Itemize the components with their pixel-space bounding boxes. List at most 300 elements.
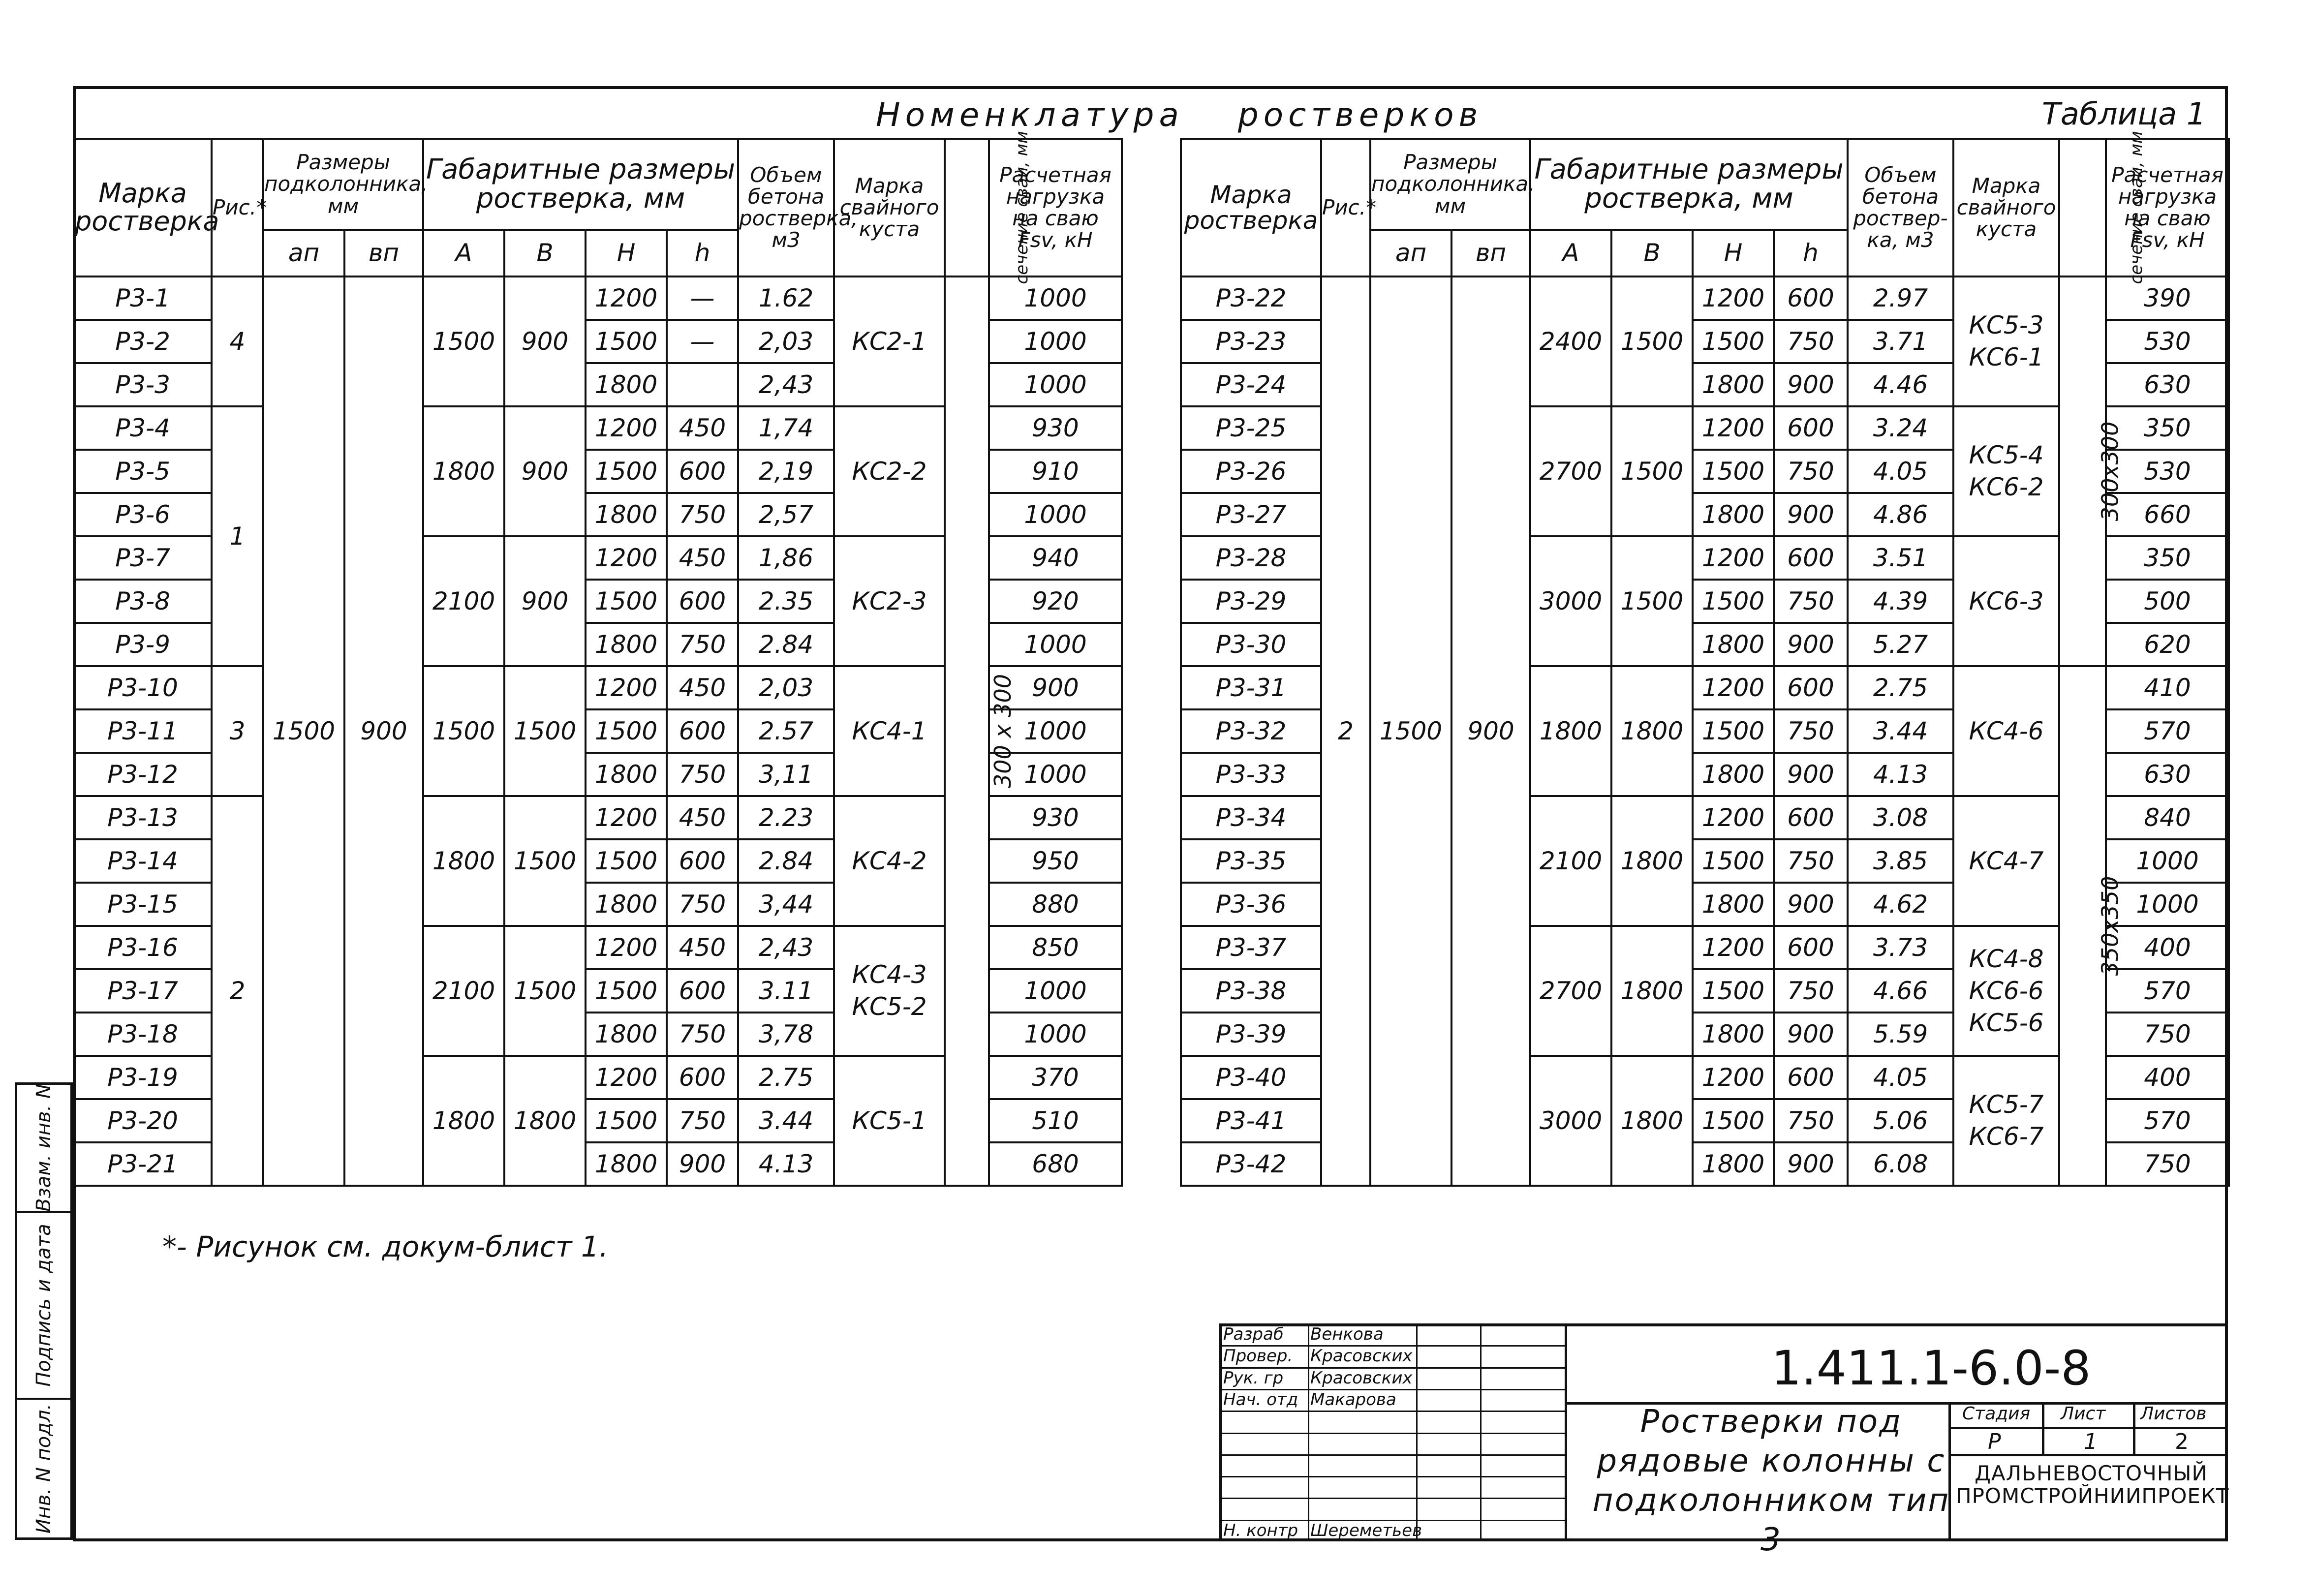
cell-load: 510 bbox=[989, 1099, 1122, 1142]
cell-h: 600 bbox=[1774, 796, 1848, 839]
cell-H: 1200 bbox=[1693, 536, 1774, 580]
header-load: Расчетная нагрузка на сваю Fsv, кН bbox=[989, 139, 1122, 276]
cell-B: 1800 bbox=[1611, 1056, 1693, 1186]
cell-h: 750 bbox=[1774, 969, 1848, 1013]
cell-load: 1000 bbox=[989, 276, 1122, 320]
stamp-role: Разраб bbox=[1223, 1324, 1284, 1344]
header-pile: Марка свайного куста bbox=[1953, 139, 2059, 276]
cell-H: 1500 bbox=[1693, 580, 1774, 623]
cell-A: 1500 bbox=[423, 666, 504, 796]
cell-load: 1000 bbox=[989, 493, 1122, 536]
footnote: *- Рисунок см. докум-блист 1. bbox=[162, 1230, 609, 1263]
cell-mark: Р3-42 bbox=[1181, 1142, 1321, 1186]
cell-mark: Р3-24 bbox=[1181, 363, 1321, 406]
cell-mark: Р3-12 bbox=[74, 753, 212, 796]
cell-load: 910 bbox=[989, 450, 1122, 493]
document-name-line: Ростверки под bbox=[1640, 1404, 1903, 1440]
cell-section bbox=[945, 276, 1017, 1186]
organization bbox=[1956, 1461, 2229, 1508]
cell-h: 600 bbox=[667, 969, 738, 1013]
side-stamp bbox=[15, 1082, 73, 1540]
cell-mark: Р3-23 bbox=[1181, 320, 1321, 363]
sheets-value: 2 bbox=[2175, 1429, 2189, 1454]
cell-volume: 1.62 bbox=[738, 276, 834, 320]
cell-mark: Р3-6 bbox=[74, 493, 212, 536]
cell-mark: Р3-32 bbox=[1181, 709, 1321, 753]
cell-h: 750 bbox=[667, 883, 738, 926]
cell-h: 450 bbox=[667, 666, 738, 709]
header-fig: Рис.* bbox=[212, 139, 263, 276]
cell-volume: 4.05 bbox=[1848, 1056, 1953, 1099]
stamp-role: Провер. bbox=[1223, 1346, 1293, 1366]
cell-load: 850 bbox=[989, 926, 1122, 969]
cell-H: 1200 bbox=[586, 1056, 667, 1099]
cell-mark: Р3-9 bbox=[74, 623, 212, 666]
cell-H: 1500 bbox=[586, 969, 667, 1013]
nomenclature-table-right bbox=[1180, 131, 2230, 1187]
header-section-text: сечение сваи, мм bbox=[1012, 131, 1032, 284]
cell-section-text: 350x350 bbox=[2097, 876, 2124, 976]
cell-volume: 3.51 bbox=[1848, 536, 1953, 580]
header-A: A bbox=[423, 230, 504, 276]
cell-fig: 2 bbox=[1321, 276, 1370, 1186]
cell-volume: 4.05 bbox=[1848, 450, 1953, 493]
cell-load: 1000 bbox=[989, 623, 1122, 666]
cell-H: 1800 bbox=[586, 1142, 667, 1186]
cell-h: 900 bbox=[1774, 623, 1848, 666]
cell-load: 750 bbox=[2106, 1142, 2229, 1186]
roles-grid-line bbox=[1480, 1323, 1482, 1541]
cell-mark: Р3-41 bbox=[1181, 1099, 1321, 1142]
cell-B: 1500 bbox=[1611, 406, 1693, 536]
cell-A: 2700 bbox=[1530, 406, 1611, 536]
cell-section-text: 300 x 300 bbox=[989, 674, 1017, 789]
cell-volume: 3,11 bbox=[738, 753, 834, 796]
cell-volume: 3.85 bbox=[1848, 839, 1953, 883]
cell-H: 1800 bbox=[586, 1013, 667, 1056]
document-name-line: подколонником тип 3 bbox=[1592, 1482, 1950, 1558]
side-stamp-text: Подпись и дата bbox=[32, 1224, 55, 1387]
cell-h: 750 bbox=[667, 493, 738, 536]
cell-h: 750 bbox=[667, 623, 738, 666]
cell-an: 1500 bbox=[1370, 276, 1451, 1186]
cell-volume: 4.13 bbox=[1848, 753, 1953, 796]
cell-mark: Р3-1 bbox=[74, 276, 212, 320]
nomenclature-table-left bbox=[73, 131, 1123, 1187]
cell-volume: 2.84 bbox=[738, 839, 834, 883]
cell-mark: Р3-26 bbox=[1181, 450, 1321, 493]
cell-load: 880 bbox=[989, 883, 1122, 926]
header-fig: Рис.* bbox=[1321, 139, 1370, 276]
cell-B: 1500 bbox=[504, 926, 586, 1056]
cell-mark: Р3-4 bbox=[74, 406, 212, 450]
cell-H: 1500 bbox=[586, 450, 667, 493]
cell-load: 570 bbox=[2106, 709, 2229, 753]
roles-grid-line bbox=[1308, 1323, 1309, 1541]
header-sub-size: Размеры подколонника, мм bbox=[1370, 139, 1530, 230]
cell-B: 900 bbox=[504, 406, 586, 536]
cell-h: 750 bbox=[1774, 450, 1848, 493]
cell-h: 600 bbox=[667, 839, 738, 883]
cell-A: 2700 bbox=[1530, 926, 1611, 1056]
cell-h: 750 bbox=[1774, 709, 1848, 753]
cell-volume: 2.75 bbox=[738, 1056, 834, 1099]
cell-volume: 2.23 bbox=[738, 796, 834, 839]
cell-load: 1000 bbox=[2106, 883, 2229, 926]
header-overall: Габаритные размеры ростверка, мм bbox=[1530, 139, 1848, 230]
cell-B: 900 bbox=[504, 536, 586, 666]
cell-A: 1800 bbox=[423, 406, 504, 536]
cell-volume: 2,03 bbox=[738, 666, 834, 709]
cell-A: 1800 bbox=[423, 796, 504, 926]
table-row bbox=[74, 276, 1122, 320]
cell-volume: 2,03 bbox=[738, 320, 834, 363]
cell-load: 900 bbox=[989, 666, 1122, 709]
roles-grid bbox=[1219, 1323, 1565, 1541]
cell-h: 600 bbox=[1774, 406, 1848, 450]
roles-grid-line bbox=[1219, 1433, 1565, 1434]
cell-H: 1800 bbox=[1693, 623, 1774, 666]
cell-A: 1800 bbox=[1530, 666, 1611, 796]
cell-load: 570 bbox=[2106, 1099, 2229, 1142]
cell-volume: 2,43 bbox=[738, 363, 834, 406]
cell-H: 1200 bbox=[1693, 666, 1774, 709]
header-h: h bbox=[667, 230, 738, 276]
cell-mark: Р3-21 bbox=[74, 1142, 212, 1186]
cell-H: 1500 bbox=[586, 1099, 667, 1142]
cell-volume: 3.44 bbox=[1848, 709, 1953, 753]
cell-mark: Р3-33 bbox=[1181, 753, 1321, 796]
cell-B: 1500 bbox=[504, 796, 586, 926]
stamp-name: Красовских bbox=[1310, 1346, 1413, 1366]
cell-volume: 1,86 bbox=[738, 536, 834, 580]
cell-h: 600 bbox=[667, 450, 738, 493]
cell-load: 390 bbox=[2106, 276, 2229, 320]
cell-volume: 4.86 bbox=[1848, 493, 1953, 536]
cell-pile: КС2-3 bbox=[834, 536, 945, 666]
cell-volume: 4.39 bbox=[1848, 580, 1953, 623]
cell-mark: Р3-25 bbox=[1181, 406, 1321, 450]
cell-B: 1500 bbox=[504, 666, 586, 796]
cell-mark: Р3-18 bbox=[74, 1013, 212, 1056]
cell-B: 1500 bbox=[1611, 536, 1693, 666]
cell-h: 750 bbox=[667, 1013, 738, 1056]
table-number: Таблица 1 bbox=[2042, 96, 2206, 132]
cell-volume: 4.66 bbox=[1848, 969, 1953, 1013]
cell-H: 1200 bbox=[586, 536, 667, 580]
cell-mark: Р3-36 bbox=[1181, 883, 1321, 926]
cell-mark: Р3-15 bbox=[74, 883, 212, 926]
cell-mark: Р3-37 bbox=[1181, 926, 1321, 969]
cell-mark: Р3-35 bbox=[1181, 839, 1321, 883]
cell-load: 400 bbox=[2106, 1056, 2229, 1099]
cell-B: 1800 bbox=[504, 1056, 586, 1186]
cell-mark: Р3-28 bbox=[1181, 536, 1321, 580]
side-stamp-cell bbox=[17, 1085, 70, 1213]
cell-load: 660 bbox=[2106, 493, 2229, 536]
cell-H: 1800 bbox=[586, 623, 667, 666]
cell-B: 1800 bbox=[1611, 926, 1693, 1056]
cell-volume: 3,78 bbox=[738, 1013, 834, 1056]
cell-fig: 4 bbox=[212, 276, 263, 406]
cell-volume: 3.11 bbox=[738, 969, 834, 1013]
header-an: aп bbox=[1370, 230, 1451, 276]
cell-pile: КС5-4 КС6-2 bbox=[1953, 406, 2059, 536]
side-stamp-cell bbox=[17, 1400, 70, 1537]
stamp-name: Макарова bbox=[1310, 1390, 1396, 1410]
cell-section-text: 300x300 bbox=[2097, 421, 2124, 522]
cell-h: 600 bbox=[1774, 1056, 1848, 1099]
cell-pile: КС2-2 bbox=[834, 406, 945, 536]
cell-fig: 2 bbox=[212, 796, 263, 1186]
cell-pile: КС5-3 КС6-1 bbox=[1953, 276, 2059, 406]
cell-load: 920 bbox=[989, 580, 1122, 623]
cell-load: 630 bbox=[2106, 753, 2229, 796]
stamp-name: Красовских bbox=[1310, 1368, 1413, 1388]
document-name bbox=[1589, 1402, 1953, 1560]
title-block-divider bbox=[1565, 1323, 1567, 1541]
stamp-name: Венкова bbox=[1310, 1324, 1384, 1344]
cell-H: 1500 bbox=[1693, 320, 1774, 363]
cell-load: 370 bbox=[989, 1056, 1122, 1099]
cell-volume: 2,57 bbox=[738, 493, 834, 536]
cell-H: 1200 bbox=[1693, 406, 1774, 450]
cell-volume: 3.73 bbox=[1848, 926, 1953, 969]
cell-H: 1800 bbox=[1693, 753, 1774, 796]
cell-load: 530 bbox=[2106, 320, 2229, 363]
cell-volume: 4.13 bbox=[738, 1142, 834, 1186]
cell-volume: 3,44 bbox=[738, 883, 834, 926]
cell-B: 1800 bbox=[1611, 666, 1693, 796]
cell-A: 2100 bbox=[1530, 796, 1611, 926]
cell-pile: КС2-1 bbox=[834, 276, 945, 406]
stamp-role: Рук. гр bbox=[1223, 1368, 1284, 1388]
cell-load: 930 bbox=[989, 796, 1122, 839]
cell-mark: Р3-8 bbox=[74, 580, 212, 623]
cell-load: 840 bbox=[2106, 796, 2229, 839]
cell-H: 1200 bbox=[1693, 276, 1774, 320]
cell-load: 530 bbox=[2106, 450, 2229, 493]
cell-mark: Р3-39 bbox=[1181, 1013, 1321, 1056]
cell-volume: 3.71 bbox=[1848, 320, 1953, 363]
cell-h: 600 bbox=[667, 580, 738, 623]
sheet-value: 1 bbox=[2084, 1429, 2098, 1454]
cell-H: 1800 bbox=[1693, 1013, 1774, 1056]
header-section-text: сечение сваи, мм bbox=[2126, 131, 2146, 284]
header-overall: Габаритные размеры ростверка, мм bbox=[423, 139, 738, 230]
cell-volume: 3.24 bbox=[1848, 406, 1953, 450]
cell-A: 3000 bbox=[1530, 1056, 1611, 1186]
cell-h: 900 bbox=[1774, 1142, 1848, 1186]
document-name-line: рядовые колонны с bbox=[1597, 1443, 1946, 1479]
side-stamp-text: Инв. N подл. bbox=[32, 1403, 55, 1534]
cell-h: 900 bbox=[1774, 363, 1848, 406]
cell-volume: 3.08 bbox=[1848, 796, 1953, 839]
header-load: Расчетная нагрузка на сваю Fsv, кН bbox=[2106, 139, 2229, 276]
cell-H: 1200 bbox=[586, 406, 667, 450]
sheets-label: Листов bbox=[2140, 1404, 2207, 1424]
cell-bn: 900 bbox=[1451, 276, 1530, 1186]
cell-H: 1500 bbox=[1693, 450, 1774, 493]
cell-mark: Р3-30 bbox=[1181, 623, 1321, 666]
header-H: H bbox=[586, 230, 667, 276]
cell-h: 750 bbox=[667, 753, 738, 796]
header-h: h bbox=[1774, 230, 1848, 276]
cell-load: 1000 bbox=[989, 709, 1122, 753]
cell-load: 630 bbox=[2106, 363, 2229, 406]
cell-h: 600 bbox=[667, 1056, 738, 1099]
cell-h: 750 bbox=[1774, 1099, 1848, 1142]
cell-H: 1800 bbox=[1693, 1142, 1774, 1186]
cell-mark: Р3-38 bbox=[1181, 969, 1321, 1013]
cell-load: 750 bbox=[2106, 1013, 2229, 1056]
table-title bbox=[876, 96, 1482, 134]
cell-h: 450 bbox=[667, 796, 738, 839]
cell-load: 940 bbox=[989, 536, 1122, 580]
cell-load: 620 bbox=[2106, 623, 2229, 666]
cell-bn: 900 bbox=[344, 276, 423, 1186]
cell-load: 400 bbox=[2106, 926, 2229, 969]
cell-load: 950 bbox=[989, 839, 1122, 883]
cell-volume: 4.62 bbox=[1848, 883, 1953, 926]
cell-mark: Р3-31 bbox=[1181, 666, 1321, 709]
cell-mark: Р3-27 bbox=[1181, 493, 1321, 536]
cell-B: 900 bbox=[504, 276, 586, 406]
cell-A: 3000 bbox=[1530, 536, 1611, 666]
header-pile: Марка свайного куста bbox=[834, 139, 945, 276]
cell-H: 1500 bbox=[1693, 839, 1774, 883]
cell-pile: КС4-6 bbox=[1953, 666, 2059, 796]
cell-A: 2400 bbox=[1530, 276, 1611, 406]
cell-pile: КС5-7 КС6-7 bbox=[1953, 1056, 2059, 1186]
cell-mark: Р3-2 bbox=[74, 320, 212, 363]
title-word: Номенклатура bbox=[876, 96, 1184, 134]
cell-A: 2100 bbox=[423, 926, 504, 1056]
roles-grid-line bbox=[1219, 1476, 1565, 1477]
cell-pile: КС4-1 bbox=[834, 666, 945, 796]
stage-value: Р bbox=[1988, 1429, 2001, 1454]
cell-volume: 2,43 bbox=[738, 926, 834, 969]
cell-h: 600 bbox=[1774, 536, 1848, 580]
cell-H: 1200 bbox=[1693, 1056, 1774, 1099]
table-row bbox=[1181, 276, 2229, 320]
header-an: aп bbox=[263, 230, 344, 276]
cell-H: 1200 bbox=[1693, 796, 1774, 839]
cell-mark: Р3-16 bbox=[74, 926, 212, 969]
cell-h: 900 bbox=[1774, 753, 1848, 796]
cell-volume: 6.08 bbox=[1848, 1142, 1953, 1186]
cell-h: 750 bbox=[1774, 320, 1848, 363]
cell-H: 1500 bbox=[586, 839, 667, 883]
cell-load: 930 bbox=[989, 406, 1122, 450]
header-B: B bbox=[1611, 230, 1693, 276]
sheet-label: Лист bbox=[2061, 1404, 2106, 1424]
cell-volume: 2.97 bbox=[1848, 276, 1953, 320]
cell-h: 600 bbox=[1774, 276, 1848, 320]
cell-h: 900 bbox=[1774, 493, 1848, 536]
cell-volume: 2,19 bbox=[738, 450, 834, 493]
cell-mark: Р3-14 bbox=[74, 839, 212, 883]
cell-H: 1500 bbox=[1693, 969, 1774, 1013]
cell-mark: Р3-3 bbox=[74, 363, 212, 406]
cell-volume: 2.75 bbox=[1848, 666, 1953, 709]
stamp-name: Шереметьев bbox=[1310, 1521, 1422, 1540]
cell-load: 680 bbox=[989, 1142, 1122, 1186]
cell-H: 1200 bbox=[586, 926, 667, 969]
cell-h bbox=[667, 363, 738, 406]
cell-mark: Р3-22 bbox=[1181, 276, 1321, 320]
cell-h: 600 bbox=[1774, 926, 1848, 969]
cell-H: 1800 bbox=[1693, 493, 1774, 536]
cell-h: 900 bbox=[667, 1142, 738, 1186]
cell-volume: 5.59 bbox=[1848, 1013, 1953, 1056]
cell-load: 1000 bbox=[2106, 839, 2229, 883]
cell-volume: 2.57 bbox=[738, 709, 834, 753]
cell-volume: 3.44 bbox=[738, 1099, 834, 1142]
cell-mark: Р3-11 bbox=[74, 709, 212, 753]
cell-load: 410 bbox=[2106, 666, 2229, 709]
cell-H: 1500 bbox=[1693, 1099, 1774, 1142]
cell-H: 1200 bbox=[586, 666, 667, 709]
header-bn: вп bbox=[1451, 230, 1530, 276]
cell-pile: КС6-3 bbox=[1953, 536, 2059, 666]
cell-h: 450 bbox=[667, 406, 738, 450]
cell-load: 1000 bbox=[989, 363, 1122, 406]
cell-H: 1500 bbox=[1693, 709, 1774, 753]
cell-load: 570 bbox=[2106, 969, 2229, 1013]
cell-pile: КС4-7 bbox=[1953, 796, 2059, 926]
cell-mark: Р3-7 bbox=[74, 536, 212, 580]
cell-load: 350 bbox=[2106, 406, 2229, 450]
header-section bbox=[2059, 131, 2146, 284]
cell-volume: 2.35 bbox=[738, 580, 834, 623]
cell-H: 1800 bbox=[586, 363, 667, 406]
roles-grid-line bbox=[1416, 1323, 1418, 1541]
cell-A: 1800 bbox=[423, 1056, 504, 1186]
cell-pile: КС5-1 bbox=[834, 1056, 945, 1186]
cell-mark: Р3-5 bbox=[74, 450, 212, 493]
cell-load: 1000 bbox=[989, 320, 1122, 363]
header-B: B bbox=[504, 230, 586, 276]
stage-label: Стадия bbox=[1962, 1404, 2031, 1424]
header-mark: Марка ростверка bbox=[74, 139, 212, 276]
cell-h: 600 bbox=[1774, 666, 1848, 709]
stamp-role: Нач. отд bbox=[1223, 1390, 1298, 1410]
table-body-right bbox=[1181, 276, 2229, 1186]
cell-h: — bbox=[667, 276, 738, 320]
cell-h: 750 bbox=[1774, 839, 1848, 883]
cell-mark: Р3-20 bbox=[74, 1099, 212, 1142]
header-volume: Объем бетона роствер-ка, м3 bbox=[1848, 139, 1953, 276]
header-bn: вп bbox=[344, 230, 423, 276]
cell-H: 1500 bbox=[586, 709, 667, 753]
cell-mark: Р3-10 bbox=[74, 666, 212, 709]
cell-H: 1200 bbox=[1693, 926, 1774, 969]
cell-load: 1000 bbox=[989, 1013, 1122, 1056]
table-body-left bbox=[74, 276, 1122, 1186]
cell-volume: 1,74 bbox=[738, 406, 834, 450]
cell-A: 2100 bbox=[423, 536, 504, 666]
cell-pile: КС4-2 bbox=[834, 796, 945, 926]
cell-fig: 3 bbox=[212, 666, 263, 796]
cell-h: 900 bbox=[1774, 883, 1848, 926]
cell-H: 1500 bbox=[586, 580, 667, 623]
cell-H: 1800 bbox=[586, 753, 667, 796]
cell-fig: 1 bbox=[212, 406, 263, 666]
cell-mark: Р3-29 bbox=[1181, 580, 1321, 623]
cell-mark: Р3-13 bbox=[74, 796, 212, 839]
cell-volume: 5.27 bbox=[1848, 623, 1953, 666]
